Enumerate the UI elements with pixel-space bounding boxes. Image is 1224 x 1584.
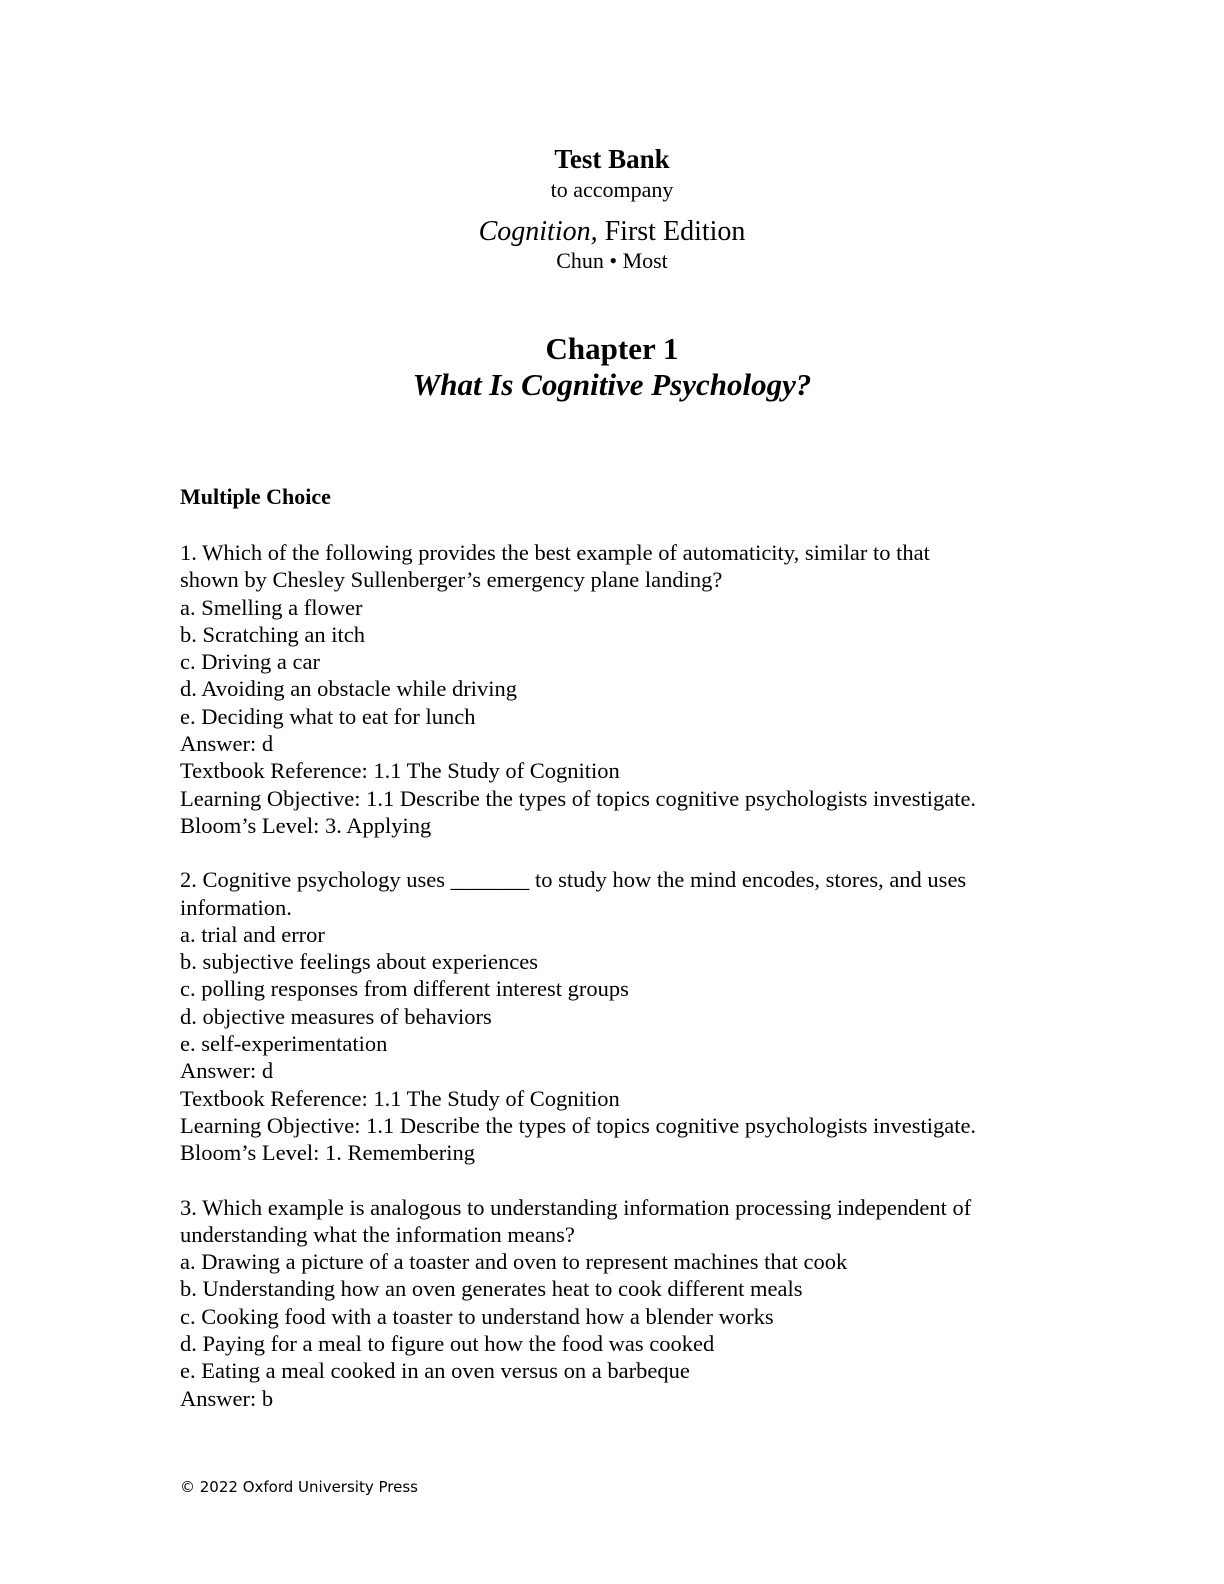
book-title-line (0, 215, 1224, 249)
question-2 (180, 866, 1040, 1166)
book-title: Cognition, (478, 216, 598, 247)
answer: Answer: d (180, 731, 274, 757)
option-e: e. Deciding what to eat for lunch (180, 703, 476, 729)
question-content (180, 482, 1040, 1439)
learning-objective: Learning Objective: 1.1 Describe the types of topics cognitive psychologists investigate. (180, 1112, 977, 1138)
option-e: e. self-experimentation (180, 1031, 388, 1057)
option-d: d. objective measures of behaviors (180, 1003, 492, 1029)
question-stem: 3. Which example is analogous to understanding information processing independent of (180, 1194, 972, 1220)
question-stem: 2. Cognitive psychology uses _______ to study how the mind encodes, stores, and uses (180, 867, 967, 893)
chapter-number: Chapter 1 (545, 331, 679, 366)
option-d: d. Paying for a meal to figure out how the food was cooked (180, 1331, 715, 1357)
answer: Answer: b (180, 1385, 274, 1411)
question-stem-continued: understanding what the information means? (180, 1221, 575, 1247)
question-stem-continued: shown by Chesley Sullenberger’s emergency plane landing? (180, 567, 723, 593)
option-b: b. subjective feelings about experiences (180, 949, 538, 975)
test-bank-title: Test Bank (554, 144, 670, 174)
test-bank-subtitle: to accompany (550, 177, 674, 202)
option-b: b. Understanding how an oven generates heat to cook different meals (180, 1276, 803, 1302)
option-c: c. Driving a car (180, 649, 320, 675)
copyright-footer: © 2022 Oxford University Press (180, 1478, 418, 1496)
question-3 (180, 1194, 1040, 1412)
blooms-level: Bloom’s Level: 3. Applying (180, 812, 432, 838)
option-c: c. polling responses from different interest groups (180, 976, 629, 1002)
option-c: c. Cooking food with a toaster to understand how a blender works (180, 1303, 774, 1329)
chapter-title: What Is Cognitive Psychology? (412, 367, 812, 402)
book-edition: First Edition (597, 216, 746, 247)
textbook-reference: Textbook Reference: 1.1 The Study of Cognition (180, 758, 620, 784)
answer: Answer: d (180, 1058, 274, 1084)
option-a: a. trial and error (180, 921, 325, 947)
learning-objective: Learning Objective: 1.1 Describe the types of topics cognitive psychologists investigate. (180, 785, 977, 811)
section-heading: Multiple Choice (180, 484, 331, 509)
textbook-reference: Textbook Reference: 1.1 The Study of Cognition (180, 1085, 620, 1111)
option-a: a. Drawing a picture of a toaster and oven to represent machines that cook (180, 1249, 848, 1275)
book-authors: Chun • Most (556, 248, 668, 273)
blooms-level: Bloom’s Level: 1. Remembering (180, 1140, 475, 1166)
option-e: e. Eating a meal cooked in an oven versus on a barbeque (180, 1358, 690, 1384)
option-d: d. Avoiding an obstacle while driving (180, 676, 518, 702)
question-stem: 1. Which of the following provides the best example of automaticity, similar to that (180, 540, 930, 565)
option-b: b. Scratching an itch (180, 621, 365, 647)
option-a: a. Smelling a flower (180, 594, 363, 620)
question-1 (180, 539, 1040, 839)
question-stem-continued: information. (180, 894, 292, 920)
